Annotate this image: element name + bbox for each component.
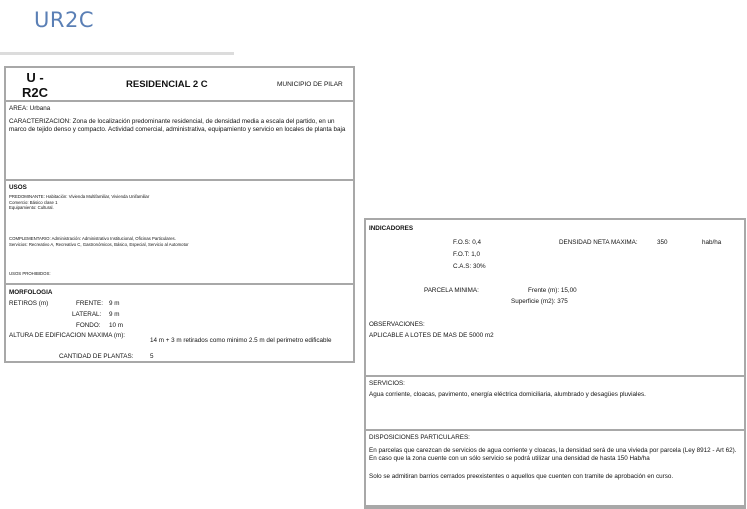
usos-title: USOS bbox=[9, 184, 27, 191]
area-label: AREA: Urbana bbox=[9, 105, 51, 112]
usos-predominante: PREDOMINANTE: Habitación: Vivienda Multifamiliar, Vivienda Unifamiliar bbox=[9, 194, 150, 199]
fondo-value: 10 m bbox=[109, 322, 123, 329]
servicios-section bbox=[366, 377, 744, 431]
caracterizacion-text: CARACTERIZACION: Zona de localización predominante residencial, de densidad media a escala del partido, en un marco de tejido denso y compacto. Actividad comercial, administrativa, equipamiento y servicio en locales de planta baja bbox=[9, 118, 346, 133]
servicios-title: SERVICIOS: bbox=[369, 380, 405, 387]
disposiciones-section bbox=[366, 431, 744, 507]
zone-code-line1: U - bbox=[26, 70, 44, 85]
usos-servicios: Servicios: Recreativo A, Recreativo C, Gastronómicos, Básico, Especial, Servicio al Automotor bbox=[9, 241, 189, 247]
plantas-label: CANTIDAD DE PLANTAS: bbox=[59, 353, 134, 360]
disposiciones-text-2: Solo se admitiran barrios cerrados preexistentes o aquellos que cuenten con tramite de aprobación en curso. bbox=[369, 473, 674, 480]
usos-section bbox=[6, 181, 353, 285]
usos-equipamiento: Equipamiento: Cultural. bbox=[9, 205, 54, 210]
indicadores-section bbox=[366, 220, 744, 377]
zone-sheet-left bbox=[4, 66, 355, 363]
municipio-label: MUNICIPIO DE PILAR bbox=[277, 81, 343, 88]
fos-value: F.O.S: 0,4 bbox=[453, 239, 481, 246]
parcela-label: PARCELA MINIMA: bbox=[424, 287, 479, 294]
area-section bbox=[6, 102, 353, 181]
lateral-value: 9 m bbox=[109, 311, 120, 318]
lateral-label: LATERAL: bbox=[72, 311, 102, 318]
zone-code-line2: R2C bbox=[21, 85, 48, 100]
fondo-label: FONDO: bbox=[76, 322, 101, 329]
frente-label: FRENTE: bbox=[76, 300, 103, 307]
disposiciones-title: DISPOSICIONES PARTICULARES: bbox=[369, 434, 470, 441]
observaciones-text: APLICABLE A LOTES DE MAS DE 5000 m2 bbox=[369, 332, 494, 339]
fot-value: F.O.T: 1,0 bbox=[453, 251, 480, 258]
cas-value: C.A.S: 30% bbox=[453, 263, 486, 270]
plantas-value: 5 bbox=[150, 353, 154, 360]
densidad-value: 350 bbox=[657, 239, 668, 246]
usos-prohibidos: USOS PROHIBIDOS: bbox=[9, 271, 51, 276]
disposiciones-text-1: En parcelas que carezcan de servicios de agua corriente y cloacas, la densidad será de una vivieda por parcela (Ley 8912 - Art 62). En caso que la zona cuente con un sólo servicio se podrá utilizar una densidad de hasta 150 Hab/ha bbox=[369, 447, 737, 462]
zone-title: RESIDENCIAL 2 C bbox=[126, 79, 208, 90]
morfologia-section bbox=[6, 285, 353, 363]
indicadores-title: INDICADORES bbox=[369, 225, 414, 232]
observaciones-title: OBSERVACIONES: bbox=[369, 321, 425, 328]
sheet-header bbox=[6, 68, 353, 102]
zone-sheet-right bbox=[364, 218, 746, 509]
retiros-label: RETIROS (m) bbox=[9, 300, 49, 307]
servicios-text: Agua corriente, cloacas, pavimento, energía eléctrica domiciliaria, alumbrado y desagües pluviales. bbox=[369, 391, 646, 398]
densidad-unit: hab/ha bbox=[702, 239, 722, 246]
parcela-superficie: Superficie (m2): 375 bbox=[511, 298, 568, 305]
densidad-label: DENSIDAD NETA MAXIMA: bbox=[559, 239, 638, 246]
parcela-frente: Frente (m): 15,00 bbox=[528, 287, 577, 294]
usos-comercio: Comercio: Básico clase 1 bbox=[9, 199, 58, 205]
altura-value: 14 m + 3 m retirados como minimo 2.5 m del perimetro edificable bbox=[150, 337, 332, 344]
morfologia-title: MORFOLOGIA bbox=[9, 289, 53, 296]
logo: UR2C bbox=[34, 8, 94, 32]
altura-label: ALTURA DE EDIFICACION MAXIMA (m): bbox=[9, 332, 126, 339]
zone-code bbox=[20, 70, 50, 100]
frente-value: 9 m bbox=[109, 300, 120, 307]
usos-complementario: COMPLEMENTARIO: Administración: Administrativo Institucional, Oficinas Particulares. bbox=[9, 236, 176, 241]
divider bbox=[0, 52, 234, 55]
